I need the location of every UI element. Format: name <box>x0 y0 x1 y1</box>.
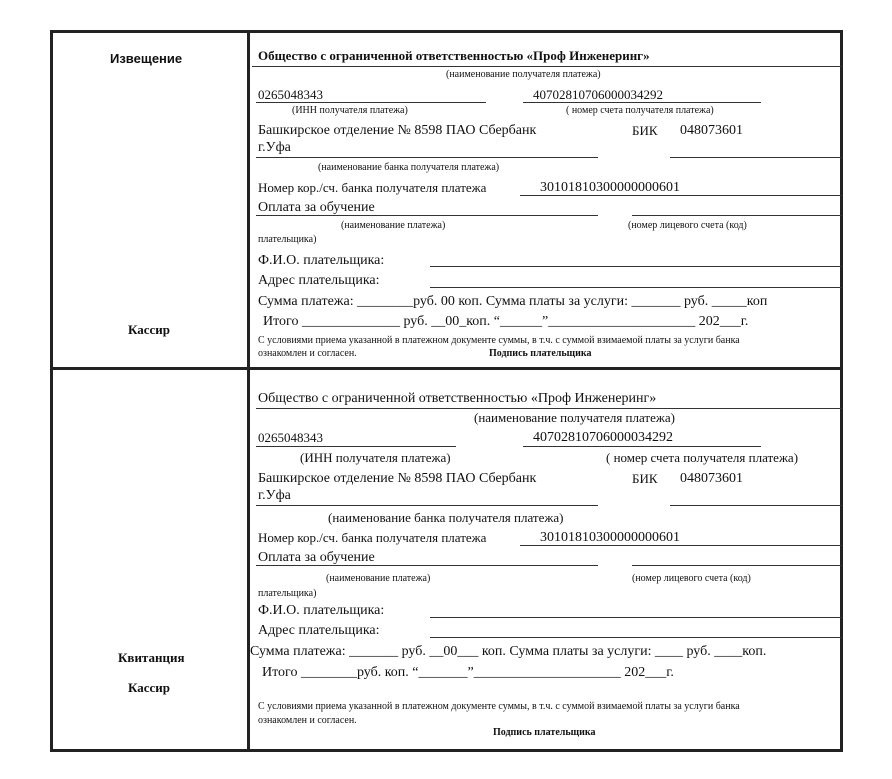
corr-value: 30101810300000000601 <box>540 530 680 545</box>
corr-line <box>520 545 842 546</box>
personal-account-line <box>632 215 842 216</box>
bank-city: г.Уфа <box>258 488 291 503</box>
bank-name: Башкирское отделение № 8598 ПАО Сбербанк <box>258 123 537 138</box>
payer-caption: плательщика) <box>258 234 317 245</box>
recipient-name-line <box>252 66 842 67</box>
bank-line <box>256 157 598 158</box>
bik-value: 048073601 <box>680 123 743 138</box>
corr-line <box>520 195 842 196</box>
recipient-name: Общество с ограниченной ответственностью «Проф Инженеринг» <box>258 48 650 63</box>
account-line <box>523 446 761 447</box>
account-caption: ( номер счета получателя платежа) <box>566 105 714 116</box>
corr-value: 30101810300000000601 <box>540 180 680 195</box>
purpose-line <box>256 565 598 566</box>
bank-name: Башкирское отделение № 8598 ПАО Сбербанк <box>258 471 537 486</box>
bik-line <box>670 157 842 158</box>
recipient-name: Общество с ограниченной ответственностью «Проф Инженеринг» <box>258 391 657 406</box>
bik-value: 048073601 <box>680 471 743 486</box>
terms-line-2: ознакомлен и согласен. <box>258 348 357 359</box>
purpose-value: Оплата за обучение <box>258 200 375 215</box>
purpose-value: Оплата за обучение <box>258 550 375 565</box>
address-label: Адрес плательщика: <box>258 623 380 638</box>
account-line <box>523 102 761 103</box>
notice-cashier-label: Кассир <box>128 322 171 337</box>
account-value: 40702810706000034292 <box>533 430 673 445</box>
sum-line: Сумма платежа: ________руб. 00 коп. Сумма платы за услуги: _______ руб. _____коп <box>258 294 768 309</box>
purpose-caption: (наименование платежа) <box>326 573 431 584</box>
purpose-caption: (наименование платежа) <box>341 220 446 231</box>
signature-label: Подпись плательщика <box>489 348 592 359</box>
terms-line-1: С условиями приема указанной в платежном документе суммы, в т.ч. с суммой взимаемой платы за услуги банка <box>258 335 740 346</box>
inn-value: 0265048343 <box>258 430 323 445</box>
personal-account-caption: (номер лицевого счета (код) <box>628 220 747 231</box>
account-caption: ( номер счета получателя платежа) <box>606 450 799 465</box>
terms-line-1: С условиями приема указанной в платежном документе суммы, в т.ч. с суммой взимаемой платы за услуги банка <box>258 701 740 712</box>
signature-label: Подпись плательщика <box>493 727 596 738</box>
fio-label: Ф.И.О. плательщика: <box>258 253 385 268</box>
personal-account-line <box>632 565 842 566</box>
notice-title: Извещение <box>110 51 183 66</box>
receipt-cashier-label: Кассир <box>128 680 171 695</box>
address-line[interactable] <box>430 637 842 638</box>
fio-label: Ф.И.О. плательщика: <box>258 603 385 618</box>
sum-line: Сумма платежа: _______ руб. __00___ коп. Сумма платы за услуги: ____ руб. ____коп. <box>250 644 767 659</box>
bank-caption: (наименование банка получателя платежа) <box>318 162 500 173</box>
corr-label: Номер кор./сч. банка получателя платежа <box>258 180 487 195</box>
bank-line <box>256 505 598 506</box>
fio-line[interactable] <box>430 266 842 267</box>
inn-line <box>256 102 486 103</box>
personal-account-caption: (номер лицевого счета (код) <box>632 573 751 584</box>
horizontal-divider <box>50 367 843 370</box>
inn-line <box>256 446 456 447</box>
recipient-name-line <box>256 408 842 409</box>
recipient-caption: (наименование получателя платежа) <box>474 410 675 425</box>
bik-line <box>670 505 842 506</box>
recipient-caption: (наименование получателя платежа) <box>446 69 601 80</box>
inn-caption: (ИНН получателя платежа) <box>300 450 451 465</box>
corr-label: Номер кор./сч. банка получателя платежа <box>258 530 487 545</box>
account-value: 40702810706000034292 <box>533 87 663 102</box>
inn-caption: (ИНН получателя платежа) <box>292 105 408 116</box>
total-line: Итого ________руб. коп. “_______”_____________________ 202___г. <box>262 665 674 680</box>
bank-caption: (наименование банка получателя платежа) <box>328 510 564 525</box>
terms-line-2: ознакомлен и согласен. <box>258 715 357 726</box>
address-label: Адрес плательщика: <box>258 273 380 288</box>
address-line[interactable] <box>430 287 842 288</box>
total-line: Итого ______________ руб. __00_коп. “______”_____________________ 202___г. <box>263 314 749 329</box>
bik-label: БИК <box>632 123 658 138</box>
bank-city: г.Уфа <box>258 140 291 155</box>
payer-caption: плательщика) <box>258 588 317 599</box>
purpose-line <box>256 215 598 216</box>
inn-value: 0265048343 <box>258 87 323 102</box>
fio-line[interactable] <box>430 617 842 618</box>
receipt-title: Квитанция <box>118 650 185 665</box>
bik-label: БИК <box>632 471 658 486</box>
